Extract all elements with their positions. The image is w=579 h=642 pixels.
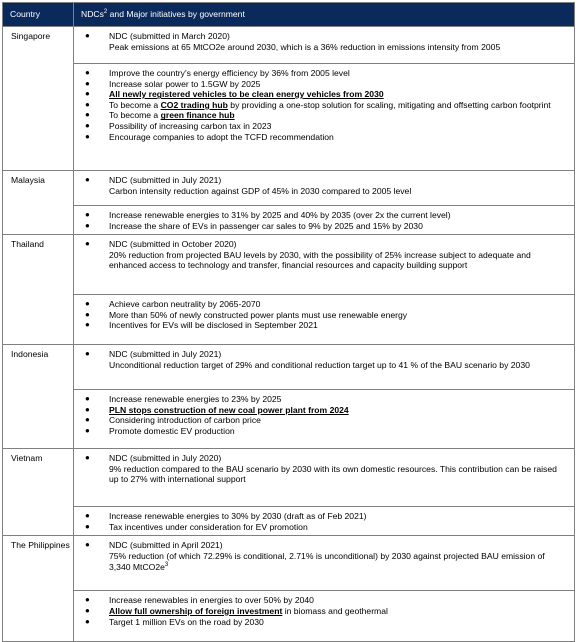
item-text: Considering introduction of carbon price bbox=[109, 415, 261, 426]
initiative-item bbox=[85, 617, 568, 628]
ndc-item bbox=[85, 453, 568, 485]
item-text: To become a bbox=[109, 110, 161, 121]
country-cell: Vietnam bbox=[3, 449, 74, 536]
initiative-item bbox=[85, 100, 568, 111]
initiative-list bbox=[85, 299, 568, 331]
initiative-item bbox=[85, 394, 568, 405]
ndc-table bbox=[2, 2, 575, 642]
ndc-cell bbox=[74, 449, 575, 507]
country-cell: Singapore bbox=[3, 27, 74, 171]
country-cell: The Philippines bbox=[3, 536, 74, 642]
ndc-item bbox=[85, 175, 568, 196]
initiatives-box bbox=[74, 295, 574, 334]
ndc-target-text: Carbon intensity reduction against GDP of 45% in 2030 compared to 2005 level bbox=[109, 185, 412, 196]
item-text: More than 50% of newly constructed power plants must use renewable energy bbox=[109, 309, 408, 320]
ndc-target-text: Unconditional reduction target of 29% and conditional reduction target up to 41 % of the BAU scenario by 2030 bbox=[109, 359, 530, 370]
table-header bbox=[3, 3, 575, 27]
table-row bbox=[3, 295, 575, 345]
ndc-target-text: 20% reduction from projected BAU levels by 2030, with the possibility of 25% increase subject to adequate and enhanced access to technology and transfer, financial resources and capacity building support bbox=[109, 249, 531, 271]
table-body bbox=[3, 27, 575, 642]
ndc-cell bbox=[74, 171, 575, 206]
initiative-item bbox=[85, 68, 568, 79]
footnote-mark: 3 bbox=[164, 561, 169, 568]
initiative-item bbox=[85, 320, 568, 331]
item-text: NDC (submitted in July 2020) bbox=[109, 453, 222, 464]
item-text: Increase renewable energies to 30% by 2030 (draft as of Feb 2021) bbox=[109, 511, 367, 522]
ndc-item bbox=[85, 31, 568, 52]
table-row bbox=[3, 507, 575, 536]
item-text: To become a bbox=[109, 99, 161, 110]
initiatives-box bbox=[74, 64, 574, 145]
ndc-list bbox=[85, 31, 568, 52]
item-text: by providing a one-stop solution for scaling, mitigating and offsetting carbon footprint bbox=[227, 99, 551, 110]
initiative-item bbox=[85, 595, 568, 606]
item-text: Increase renewable energies to 31% by 2025 and 40% by 2035 (over 2x the current level) bbox=[109, 210, 451, 220]
initiative-list bbox=[85, 394, 568, 436]
item-text: Tax incentives under consideration for EV promotion bbox=[109, 521, 308, 532]
ndc-list bbox=[85, 453, 568, 485]
header-title-prefix: NDCs bbox=[81, 9, 104, 20]
header-title-suffix: and Major initiatives by government bbox=[107, 9, 245, 20]
header-footnote-2: 2 bbox=[103, 9, 108, 16]
table-row bbox=[3, 64, 575, 171]
initiatives-cell bbox=[74, 295, 575, 345]
table-row bbox=[3, 206, 575, 235]
item-emphasis: All newly registered vehicles to be clean energy vehicles from 2030 bbox=[109, 89, 384, 100]
ndc-list bbox=[85, 349, 568, 370]
table-row bbox=[3, 27, 575, 64]
item-text: Improve the country's energy efficiency by 36% from 2005 level bbox=[109, 68, 350, 78]
item-text: Increase renewable energies to 23% by 2025 bbox=[109, 394, 282, 405]
ndc-box bbox=[74, 171, 574, 199]
ndc-item bbox=[85, 349, 568, 370]
item-text: Increase the share of EVs in passenger car sales to 9% by 2025 and 15% by 2030 bbox=[109, 220, 423, 231]
item-text: Target 1 million EVs on the road by 2030 bbox=[109, 616, 264, 627]
item-emphasis: Allow full ownership of foreign investment bbox=[109, 605, 283, 616]
initiative-item bbox=[85, 210, 568, 221]
initiative-list bbox=[85, 210, 568, 231]
table-row bbox=[3, 449, 575, 507]
ndc-cell bbox=[74, 235, 575, 295]
initiative-item bbox=[85, 522, 568, 533]
initiative-list bbox=[85, 595, 568, 627]
initiatives-box bbox=[74, 507, 574, 535]
initiative-item bbox=[85, 132, 568, 143]
initiatives-box bbox=[74, 206, 574, 234]
initiatives-cell bbox=[74, 507, 575, 536]
initiatives-cell bbox=[74, 64, 575, 171]
ndc-box bbox=[74, 345, 574, 373]
country-cell: Indonesia bbox=[3, 345, 74, 449]
initiative-item bbox=[85, 110, 568, 121]
item-text: in biomass and geothermal bbox=[282, 605, 388, 616]
initiative-item bbox=[85, 221, 568, 232]
initiatives-box bbox=[74, 390, 574, 439]
ndc-list bbox=[85, 540, 568, 572]
table-row bbox=[3, 390, 575, 449]
initiatives-cell bbox=[74, 591, 575, 642]
initiative-item bbox=[85, 511, 568, 522]
item-emphasis: green finance hub bbox=[160, 110, 235, 121]
table-row bbox=[3, 536, 575, 591]
ndc-cell bbox=[74, 536, 575, 591]
initiatives-cell bbox=[74, 390, 575, 449]
initiative-item bbox=[85, 405, 568, 416]
item-text: Achieve carbon neutrality by 2065-2070 bbox=[109, 299, 261, 310]
ndc-target-line bbox=[109, 551, 568, 572]
initiative-list bbox=[85, 511, 568, 532]
initiative-item bbox=[85, 299, 568, 310]
initiative-item bbox=[85, 121, 568, 132]
item-text: Incentives for EVs will be disclosed in September 2021 bbox=[109, 320, 318, 331]
initiative-item bbox=[85, 415, 568, 426]
item-emphasis: CO2 trading hub bbox=[160, 99, 228, 110]
initiatives-box bbox=[74, 591, 574, 630]
item-text: Increase solar power to 1.5GW by 2025 bbox=[109, 78, 261, 89]
ndc-list bbox=[85, 239, 568, 271]
table-row bbox=[3, 235, 575, 295]
table-row bbox=[3, 345, 575, 390]
ndc-target-text: 75% reduction (of which 72.29% is conditional, 2.71% is unconditional) by 2030 against projected BAU emission of 3,340 MtCO2e bbox=[109, 550, 545, 572]
initiatives-cell bbox=[74, 206, 575, 235]
table-row bbox=[3, 591, 575, 642]
item-text: Increase renewables in energies to over 50% by 2040 bbox=[109, 595, 314, 606]
item-emphasis: PLN stops construction of new coal power plant from 2024 bbox=[109, 404, 349, 415]
item-text: Encourage companies to adopt the TCFD recommendation bbox=[109, 131, 334, 142]
initiative-item bbox=[85, 79, 568, 90]
item-text: NDC (submitted in October 2020) bbox=[109, 239, 237, 250]
initiative-item bbox=[85, 89, 568, 100]
ndc-box bbox=[74, 235, 574, 274]
ndc-box bbox=[74, 27, 574, 55]
ndc-item bbox=[85, 239, 568, 271]
ndc-list bbox=[85, 175, 568, 196]
ndc-target-text: 9% reduction compared to the BAU scenario by 2030 with its own domestic resources. This contribution can be raised up to 27% with international support bbox=[109, 463, 557, 485]
item-text: NDC (submitted in March 2020) bbox=[109, 31, 230, 41]
initiative-item bbox=[85, 426, 568, 437]
item-text: NDC (submitted in July 2021) bbox=[109, 349, 222, 360]
item-text: NDC (submitted in April 2021) bbox=[109, 540, 223, 551]
ndc-box bbox=[74, 536, 574, 575]
header-ndcs bbox=[74, 3, 575, 27]
initiative-list bbox=[85, 68, 568, 142]
country-cell: Thailand bbox=[3, 235, 74, 345]
ndc-item bbox=[85, 540, 568, 572]
ndc-cell bbox=[74, 345, 575, 390]
country-cell: Malaysia bbox=[3, 171, 74, 235]
ndc-cell bbox=[74, 27, 575, 64]
ndc-target-text: Peak emissions at 65 MtCO2e around 2030, which is a 36% reduction in emissions intensity from 2005 bbox=[109, 41, 501, 52]
initiative-item bbox=[85, 606, 568, 617]
header-country: Country bbox=[3, 3, 74, 27]
ndc-box bbox=[74, 449, 574, 488]
table-row bbox=[3, 171, 575, 206]
item-text: Possibility of increasing carbon tax in 2023 bbox=[109, 120, 272, 131]
item-text: Promote domestic EV production bbox=[109, 425, 235, 436]
item-text: NDC (submitted in July 2021) bbox=[109, 175, 222, 185]
initiative-item bbox=[85, 310, 568, 321]
